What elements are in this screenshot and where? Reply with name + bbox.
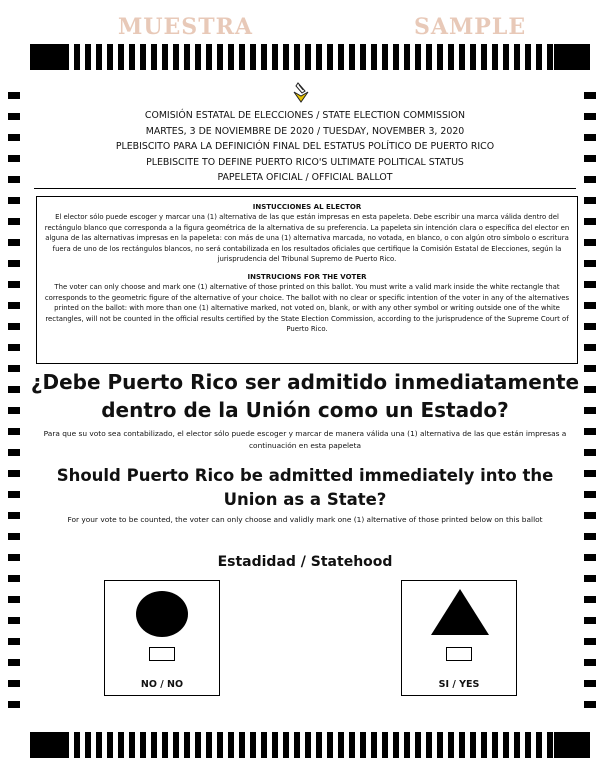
header-line: MARTES, 3 DE NOVIEMBRE DE 2020 / TUESDAY, NOVEMBER 3, 2020 bbox=[145, 125, 465, 137]
watermark-sample: SAMPLE bbox=[414, 14, 527, 40]
question-spanish bbox=[30, 368, 580, 424]
ballot-header bbox=[40, 108, 570, 186]
instructions-title-es: INSTUCCIONES AL ELECTOR bbox=[252, 203, 362, 211]
watermark-muestra: MUESTRA bbox=[118, 14, 253, 40]
header-line: PLEBISCITE TO DEFINE PUERTO RICO'S ULTIMATE POLITICAL STATUS bbox=[146, 156, 464, 168]
header-line: PAPELETA OFICIAL / OFFICIAL BALLOT bbox=[217, 172, 393, 183]
mark-box-yes[interactable] bbox=[446, 647, 472, 661]
instructions-title-en: INSTRUCIONS FOR THE VOTER bbox=[247, 272, 367, 281]
barcode-bottom bbox=[30, 732, 590, 758]
instructions-text-en: The voter can only choose and mark one (1) alternative of those printed on this ballot. You must write a valid mark inside the white rectangle that corresponds to the geometric figure of the alternative of your choice. The ballot with no clear or specific intention of the voter in any of the alternatives printed on the ballot: with more than one (1) alternative marked, not voted on, blank, or with any other symbol or writing outside one of the white rectangles, will not be counted in the official results certified by the State Election Commission, according to the jurisprudence of the Supreme Court of Puerto Rico. bbox=[44, 282, 570, 334]
choice-no bbox=[104, 580, 220, 696]
circle-icon bbox=[136, 591, 188, 637]
choice-yes bbox=[401, 580, 517, 696]
instructions-text-es: El elector sólo puede escoger y marcar una (1) alternativa de las que están impresas en esta papeleta. Debe escribir una marca válida dentro del rectángulo blanco que corresponda a la figura geométrica de la alternativa de su preferencia. La papeleta sin intención clara o específica del elector en alguna de las alternativas impresas en la papeleta: con más de una (1) alternativa marcada, no votada, en blanco, o con algún otro símbolo o escritura fuera de uno de los rectángulos blancos, no será contabilizada en los resultados oficiales que certifique la Comisión Estatal de Elecciones, según la jurisprudencia del Tribunal Supremo de Puerto Rico. bbox=[44, 213, 570, 264]
choice-no-label: NO / NO bbox=[140, 679, 184, 690]
question-note-spanish: Para que su voto sea contabilizado, el elector sólo puede escoger y marcar de manera válida una (1) alternativa de las que están impresas a continuación en esta papeleta bbox=[43, 429, 567, 450]
choice-yes-label: SI / YES bbox=[438, 679, 480, 690]
question-note-english: For your vote to be counted, the voter can only choose and validly mark one (1) alternative of those printed below on this ballot bbox=[67, 515, 543, 524]
header-line: PLEBISCITO PARA LA DEFINICIÓN FINAL DEL ESTATUS POLÍTICO DE PUERTO RICO bbox=[115, 141, 495, 152]
mark-box-no[interactable] bbox=[149, 647, 175, 661]
header-divider bbox=[34, 188, 576, 189]
question-english: Should Puerto Rico be admitted immediately into the Union as a State? bbox=[56, 466, 554, 509]
header-line: COMISIÓN ESTATAL DE ELECCIONES / STATE ELECTION COMMISSION bbox=[144, 110, 466, 121]
timing-marks-right bbox=[584, 92, 596, 712]
timing-marks-left bbox=[8, 92, 20, 712]
triangle-icon bbox=[431, 589, 489, 635]
election-commission-logo-icon bbox=[290, 80, 312, 104]
question-spanish-line: ¿Debe Puerto Rico ser admitido inmediatamente bbox=[30, 370, 580, 394]
section-title: Estadidad / Statehood bbox=[217, 554, 393, 570]
barcode-top bbox=[30, 44, 590, 70]
instructions-box bbox=[36, 196, 578, 364]
question-spanish-line: dentro de la Unión como un Estado? bbox=[101, 398, 509, 422]
